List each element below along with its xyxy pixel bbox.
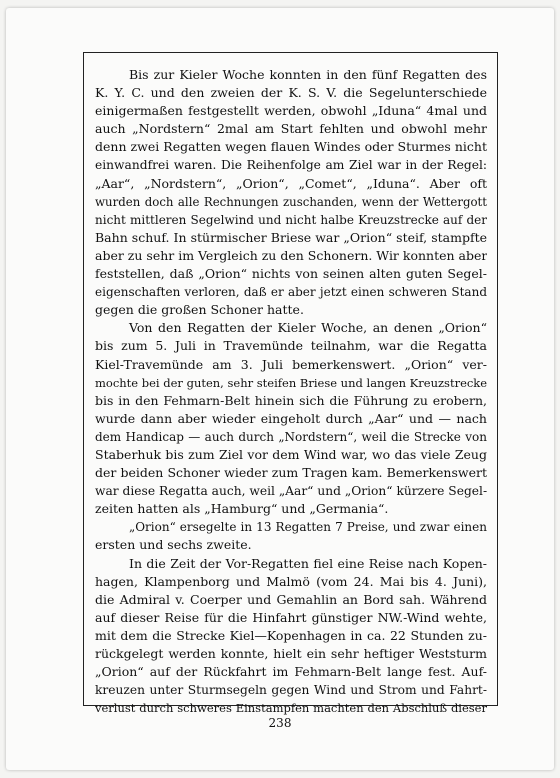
text-line: denn zwei Regatten wegen flauen Windes oder Sturmes nicht — [95, 139, 487, 155]
text-line: bis in den Fehmarn-Belt hinein sich die Führung zu erobern, — [95, 392, 487, 408]
text-line: Bahn schuf. In stürmischer Briese war „Orion“ steif, stampfte — [95, 229, 487, 245]
text-line: „Orion“ ersegelte in 13 Regatten 7 Preise, und zwar einen — [129, 520, 487, 535]
text-line: auf dieser Reise für die Hinfahrt günstiger NW.-Wind wehte, — [95, 609, 487, 625]
text-line: aber zu sehr im Vergleich zu den Schonern. Wir konnten aber — [95, 247, 487, 263]
text-line: Bis zur Kieler Woche konnten in den fünf Regatten des — [129, 67, 487, 82]
body-text — [95, 66, 487, 717]
text-line: „Aar“, „Nordstern“, „Orion“, „Comet“, „Iduna“. Aber oft — [95, 175, 487, 191]
text-line: dem Handicap — auch durch „Nordstern“, weil die Strecke von — [95, 429, 487, 444]
text-line: K. Y. C. und den zweien der K. S. V. die Segelunterschiede — [95, 85, 487, 101]
text-line: rückgelegt werden konnte, hielt ein sehr heftiger Weststurm — [95, 646, 487, 661]
text-line: gegen die großen Schoner hatte. — [95, 302, 304, 318]
text-line: war diese Regatta auch, weil „Aar“ und „Orion“ kürzere Segel- — [95, 484, 487, 499]
text-line: einwandfrei waren. Die Reihenfolge am Ziel war in der Regel: — [95, 158, 487, 173]
text-line: bis zum 5. Juli in Travemünde teilnahm, war die Regatta — [95, 338, 487, 354]
text-line: einigermaßen festgestellt werden, obwohl „Iduna“ 4mal und — [95, 103, 487, 119]
paragraph-2 — [95, 319, 487, 518]
text-line: nicht mittleren Segelwind und nicht halbe Kreuzstrecke auf der — [95, 212, 487, 227]
paragraph-3 — [95, 518, 487, 554]
text-line: kreuzen unter Sturmsegeln gegen Wind und Strom und Fahrt- — [95, 683, 487, 698]
paragraph-4 — [95, 555, 487, 718]
text-line: zeiten hatten als „Hamburg“ und „Germania“. — [95, 501, 389, 517]
text-line: feststellen, daß „Orion“ nichts von seinen alten guten Segel- — [95, 266, 487, 282]
text-line: hagen, Klampenborg und Malmö (vom 24. Mai bis 4. Juni), — [95, 573, 487, 589]
text-line: In die Zeit der Vor-Regatten fiel eine Reise nach Kopen- — [129, 555, 487, 571]
text-line: Kiel-Travemünde am 3. Juli bemerkenswert. „Orion“ ver- — [95, 356, 487, 372]
text-line: Von den Regatten der Kieler Woche, an denen „Orion“ — [129, 320, 487, 336]
text-line: ersten und sechs zweite. — [95, 537, 252, 553]
text-line: eigenschaften verloren, daß er aber jetzt einen schweren Stand — [95, 285, 487, 300]
text-line: wurde dann aber wieder eingeholt durch „Aar“ und — nach — [95, 410, 487, 426]
text-line: die Admiral v. Coerper und Gemahlin an Bord sah. Während — [95, 591, 487, 607]
paragraph-1 — [95, 66, 487, 319]
text-line: auch „Nordstern“ 2mal am Start fehlten und obwohl mehr — [95, 121, 487, 137]
text-line: mit dem die Strecke Kiel—Kopenhagen in ca. 22 Stunden zu- — [95, 627, 487, 643]
text-line: verlust durch schweres Einstampfen machten den Abschluß dieser — [95, 701, 487, 716]
text-line: mochte bei der guten, sehr steifen Briese und langen Kreuzstrecke — [95, 375, 487, 390]
text-line: „Orion“ auf der Rückfahrt im Fehmarn-Belt lange fest. Auf- — [95, 664, 487, 680]
text-line: Staberhuk bis zum Ziel vor dem Wind war, wo das viele Zeug — [95, 446, 487, 462]
page-number: 238 — [268, 716, 292, 730]
text-line: der beiden Schoner wieder zum Tragen kam. Bemerkenswert — [95, 465, 487, 481]
text-line: wurden doch alle Rechnungen zuschanden, wenn der Wettergott — [95, 194, 487, 209]
